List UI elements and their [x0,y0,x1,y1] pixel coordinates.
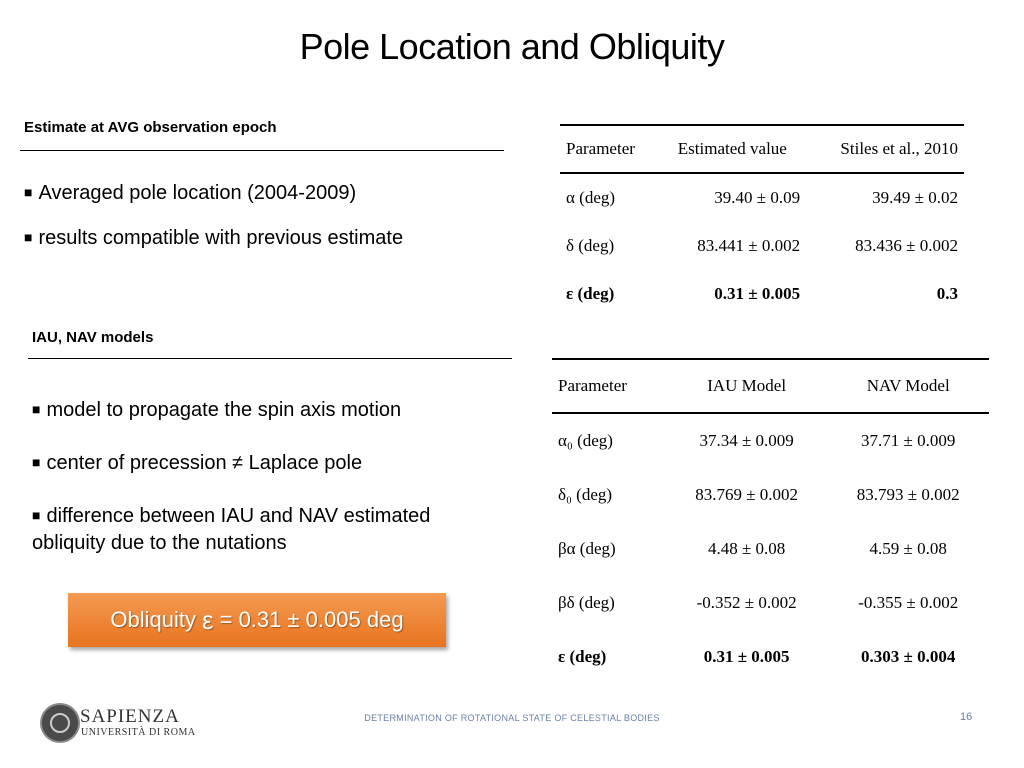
sapienza-seal-logo [40,703,80,743]
table-cell: 37.34 ± 0.009 [699,431,794,450]
bullet-text: difference between IAU and NAV estimated [46,505,431,527]
column-header: Stiles et al., 2010 [806,125,964,173]
table-row [552,522,989,576]
bullet-square-icon: ■ [32,454,41,470]
column-header: Parameter [560,125,659,173]
column-header: Estimated value [659,125,807,173]
section-divider [28,358,512,359]
table-cell: δ (deg) [566,236,615,255]
bullet-item [32,397,401,425]
table-row [552,630,989,684]
table-cell: 0.303 ± 0.004 [861,647,956,666]
bullet-text: Averaged pole location (2004-2009) [38,182,357,204]
bullet-item [24,225,403,253]
bullet-square-icon: ■ [32,507,41,523]
table-cell: α (deg) [566,188,616,207]
table-cell: ε (deg) [558,647,607,666]
table-cell: ε (deg) [566,284,615,303]
table-row [552,468,989,522]
table-row [560,222,964,270]
obliquity-value: = 0.31 ± 0.005 deg [219,607,404,632]
bullet-text: results compatible with previous estimate [38,227,404,249]
section-heading-models: IAU, NAV models [32,329,154,346]
table-cell: 4.59 ± 0.08 [869,539,947,558]
column-header: IAU Model [666,359,828,413]
footer-text: DETERMINATION OF ROTATIONAL STATE OF CELESTIAL BODIES [364,713,660,723]
bullet-text: model to propagate the spin axis motion [46,399,402,421]
epsilon-symbol: ε [202,604,214,635]
bullet-square-icon: ■ [32,401,41,417]
obliquity-result-box [68,593,446,647]
table-cell: 83.441 ± 0.002 [697,236,801,255]
table-cell: βα (deg) [558,539,616,558]
table-header-row [552,359,989,413]
section-divider [20,150,504,151]
table-cell: δ₀ (deg) [558,485,613,504]
table-cell: 83.436 ± 0.002 [855,236,958,255]
page-number: 16 [960,711,973,723]
bullet-text: center of precession ≠ Laplace pole [46,452,363,474]
slide-title: Pole Location and Obliquity [299,26,725,67]
table-cell: 83.793 ± 0.002 [856,485,960,504]
obliquity-label: Obliquity [110,607,197,632]
table-cell: 37.71 ± 0.009 [861,431,956,450]
table-cell: 4.48 ± 0.08 [707,539,786,558]
table-cell: 39.40 ± 0.09 [714,188,801,207]
column-header: Parameter [552,359,666,413]
bullet-text-continued: obliquity due to the nutations [32,532,287,554]
table-cell: α₀ (deg) [558,431,613,450]
table-row [560,173,964,222]
section-heading-avg-epoch: Estimate at AVG observation epoch [24,119,277,136]
table-cell: 83.769 ± 0.002 [695,485,799,504]
table-cell: -0.352 ± 0.002 [696,593,797,612]
table-pole-estimate [560,124,964,318]
table-cell: 0.31 ± 0.005 [703,647,790,666]
table-cell: βδ (deg) [558,593,615,612]
table-row [560,270,964,318]
bullet-item [32,503,430,531]
bullet-square-icon: ■ [24,229,33,245]
table-cell: 0.3 [936,284,958,303]
logo-subtitle: UNIVERSITÀ DI ROMA [81,727,196,738]
column-header: NAV Model [827,359,989,413]
table-cell: -0.355 ± 0.002 [858,593,959,612]
logo-name: SAPIENZA [80,706,180,727]
bullet-item [32,450,362,478]
table-header-row [560,125,964,173]
table-row [552,576,989,630]
table-iau-nav-models [552,358,989,684]
bullet-square-icon: ■ [24,184,33,200]
table-row [552,413,989,468]
table-cell: 0.31 ± 0.005 [714,284,801,303]
table-cell: 39.49 ± 0.02 [872,188,958,207]
bullet-item [24,180,356,208]
